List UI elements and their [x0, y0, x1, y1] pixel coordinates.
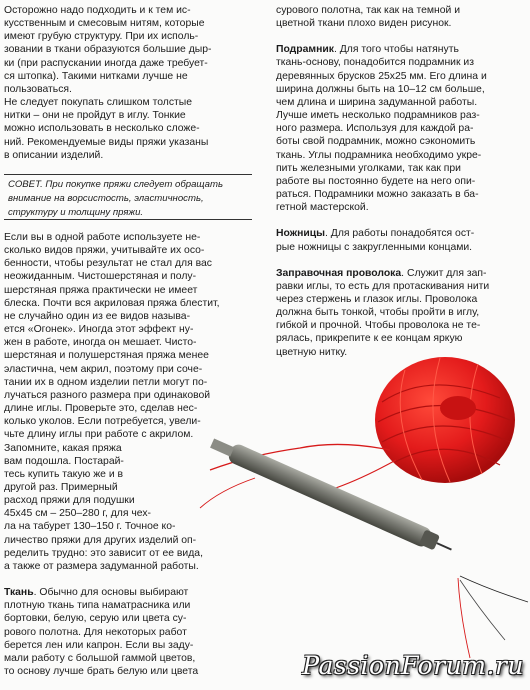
text-line: колько уколов. Если потребуется, увели- — [4, 416, 201, 428]
yarn-needle-illustration — [160, 340, 530, 660]
tip-line: СОВЕТ. При покупке пряжи следует обращать — [8, 179, 224, 190]
text-line: другой раз. Примерный — [4, 481, 118, 493]
text-line: не случайно один из ее видов называ- — [4, 310, 191, 322]
text-line: гибкой и прочной. Чтобы проволока не те- — [276, 320, 481, 332]
tip-box — [4, 174, 252, 220]
text-line: лучаться разного размера при одинаковой — [4, 389, 211, 401]
red-thread — [330, 460, 396, 490]
text-line: блеска. Почти вся акриловая пряжа блестит, — [4, 297, 220, 309]
text-line: пользоваться. — [4, 83, 72, 95]
text-line: можно использовать в несколько сложе- — [4, 123, 200, 135]
text-line: расход пряжи для подушки — [4, 495, 135, 507]
text-line: работе вы постоянно будете на него опи- — [276, 175, 476, 187]
scissors-heading: Ножницы — [276, 228, 326, 240]
text-line: зовании в ткани образуются большие дыр- — [4, 44, 212, 56]
text-line: цветную нитку. — [276, 346, 348, 358]
text-line: шерстяная пряжа практически не имеет — [4, 284, 198, 296]
red-thread — [200, 478, 255, 508]
text-line: Не следует покупать слишком толстые — [4, 97, 193, 109]
text-line: 45х45 см – 250–280 г, для чех- — [4, 508, 151, 520]
text-line: Запомните, какая пряжа — [4, 442, 122, 454]
text-line: . Для того чтобы натянуть — [333, 44, 459, 56]
wire-paragraph — [276, 267, 526, 280]
text-line: тании их в одном изделии петли могут по- — [4, 376, 208, 388]
text-line: цветной ткани плохо виден рисунок. — [276, 18, 452, 30]
text-line: пить железными уголками, так как при — [276, 162, 461, 174]
text-line: гетной мастерской. — [276, 202, 369, 214]
text-line: ки (при распускании иногда даже требует- — [4, 57, 208, 69]
text-line: чьте длину иглы при работе с акрилом. — [4, 429, 194, 441]
text-line: имеют грубую структуру. При их исполь- — [4, 31, 199, 43]
text-line: ется «Огонек». Иногда этот эффект ну- — [4, 324, 194, 336]
red-thread — [458, 578, 470, 658]
text-line: мали работу с большой гаммой цветов, — [4, 652, 196, 664]
text-line: рового полотна. Для некоторых работ — [4, 626, 187, 638]
text-line: кусственным и смесовым нитям, которые — [4, 18, 205, 30]
wire-heading: Заправочная проволока — [276, 267, 402, 279]
text-line: а также от размера задуманной работы. — [4, 560, 199, 572]
text-line: бортовки, белую, серую или цвета су- — [4, 613, 187, 625]
text-line: плотную ткань типа наматрасника или — [4, 600, 191, 612]
text-line: нитки – они не пройдут в иглу. Тонкие — [4, 110, 186, 122]
text-line: ся штопка). Такими нитками лучше не — [4, 70, 188, 82]
text-line: личество пряжи для других изделий оп- — [4, 534, 197, 546]
text-line: . Служит для зап- — [401, 267, 487, 279]
text-line: неожиданным. Чистошерстяная и полу- — [4, 271, 197, 283]
text-line: раться. Подрамники можно заказать в ба- — [276, 189, 479, 201]
yarn-ball — [375, 357, 515, 483]
text-line: бенности, чтобы результат не стал для вас — [4, 258, 212, 270]
frame-heading: Подрамник — [276, 44, 334, 56]
wire-thread — [460, 576, 528, 602]
text-line: жен в работе, иногда он мешает. Чисто- — [4, 337, 197, 349]
tip-line: структуру и толщину пряжи. — [8, 207, 144, 218]
text-line: . Для работы понадобятся ост- — [325, 228, 475, 240]
text-line: ла на табурет 130–150 г. Точное ко- — [4, 521, 176, 533]
tip-line: внимание на ворсистость, эластичность, — [8, 193, 204, 204]
text-line: через стержень и глазок иглы. Проволока — [276, 293, 478, 305]
text-line: боты свой подрамник, можно сэкономить — [276, 136, 476, 148]
text-line: длине иглы. Проверьте это, сделав нес- — [4, 403, 198, 415]
frame-paragraph — [276, 43, 526, 56]
text-line: вам подошла. Постарай- — [4, 455, 124, 467]
text-line: ределить трудно: это зависит от ее вида, — [4, 547, 203, 559]
text-line: равки иглы, то есть для протаскивания нити — [276, 280, 490, 292]
text-line: в описании изделий. — [4, 149, 104, 161]
fabric-heading: Ткань — [4, 587, 34, 599]
text-line: чем длина и ширина задуманной работы. — [276, 96, 478, 108]
wire-thread — [460, 580, 505, 640]
text-line: рялась, прикрепите к ее концам яркую — [276, 333, 463, 345]
text-line: Если вы в одной работе используете не- — [4, 232, 201, 243]
text-line: ного размера. Используя для каждой ра- — [276, 123, 474, 135]
text-line: ний. Рекомендуемые виды пряжи указаны — [4, 136, 209, 148]
text-line: ширина должны быть на 10–12 см больше, — [276, 83, 485, 95]
scissors-paragraph — [276, 227, 526, 240]
text-line: Лучше иметь несколько подрамников раз- — [276, 110, 480, 122]
col1-top-text — [4, 4, 254, 162]
text-line: ткань. Углы подрамника необходимо укре- — [276, 149, 482, 161]
text-line: должна быть тонкой, чтобы пройти в иглу, — [276, 307, 480, 319]
text-line: рые ножницы с закругленными концами. — [276, 241, 473, 253]
text-line: тесь купить такую же и в — [4, 468, 124, 480]
watermark-logo: PassionForum.ru — [302, 651, 524, 680]
text-line: берется лен или капрон. Если вы заду- — [4, 639, 194, 651]
text-line: эластична, чем акрил, поэтому при соче- — [4, 363, 203, 375]
text-line: то основу лучше брать белую или цвета — [4, 666, 199, 677]
text-line: шерстяная и полушерстяная пряжа менее — [4, 350, 209, 362]
col2-text — [276, 4, 526, 359]
text-line: . Обычно для основы выбирают — [33, 587, 189, 599]
text-line: ткань-основу, понадобится подрамник из — [276, 57, 474, 69]
text-line: деревянных брусков 25х25 мм. Его длина и — [276, 70, 487, 82]
text-line: сурового полотна, так как на темной и — [276, 5, 461, 16]
text-line: сколько видов пряжи, учитывайте их осо- — [4, 245, 205, 257]
text-line: Осторожно надо подходить и к тем ис- — [4, 5, 191, 16]
